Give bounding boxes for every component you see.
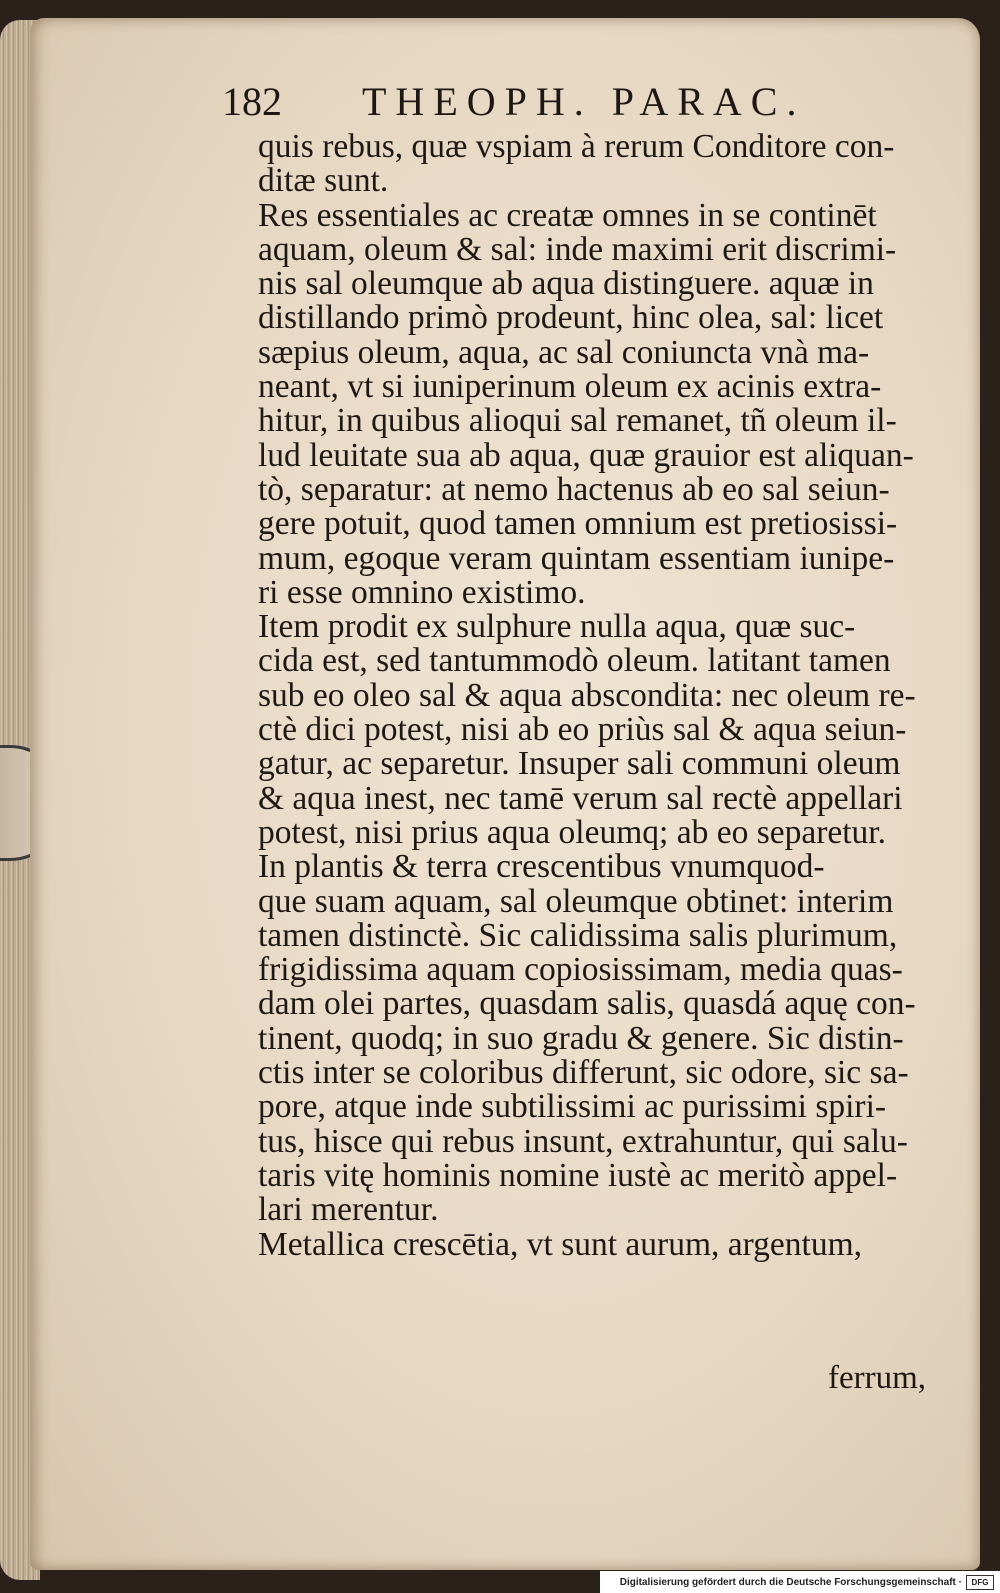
text-line: ctis inter se coloribus differunt, sic odore, sic sa- [258, 1054, 909, 1092]
text-line: hitur, in quibus alioqui sal remanet, tñ oleum il- [258, 402, 897, 440]
text-line: lari merentur. [258, 1191, 439, 1229]
catchword: ferrum, [828, 1360, 927, 1396]
text-line: neant, vt si iuniperinum oleum ex acinis extra- [258, 368, 882, 406]
text-line: potest, nisi prius aqua oleumq; ab eo separetur. [258, 813, 886, 851]
text-line: ditæ sunt. [258, 162, 389, 200]
book-page [30, 18, 980, 1570]
text-line: distillando primò prodeunt, hinc olea, sal: licet [258, 299, 884, 337]
text-line: dam olei partes, quasdam salis, quasdá aquę con- [258, 985, 916, 1023]
text-line: sub eo oleo sal & aqua abscondita: nec oleum re- [258, 676, 916, 714]
text-line: lud leuitate sua ab aqua, quæ grauior est aliquan- [258, 436, 914, 474]
text-line: mum, egoque veram quintam essentiam iunipe- [258, 539, 895, 577]
text-line: Metallica crescētia, vt sunt aurum, argentum, [258, 1225, 863, 1263]
digitization-credit-bar [600, 1571, 1000, 1593]
text-line: taris vitę hominis nomine iustè ac meritò appel- [258, 1156, 898, 1194]
text-line: Item prodit ex sulphure nulla aqua, quæ suc- [258, 608, 856, 646]
text-line: ctè dici potest, nisi ab eo priùs sal & aqua seiun- [258, 711, 907, 749]
text-line: aquam, oleum & sal: inde maximi erit discrimi- [258, 230, 897, 268]
text-line: gatur, ac separetur. Insuper sali communi oleum [258, 745, 901, 783]
body-text [258, 130, 948, 1262]
text-line: & aqua inest, nec tamē verum sal rectè appellari [258, 779, 903, 817]
text-line: tus, hisce qui rebus insunt, extrahuntur, qui salu- [258, 1122, 908, 1160]
text-line: tinent, quodq; in suo gradu & genere. Sic distin- [258, 1019, 904, 1057]
page-number: 182 [222, 79, 282, 124]
text-line: In plantis & terra crescentibus vnumquod- [258, 848, 825, 886]
text-line: tamen distinctè. Sic calidissima salis plurimum, [258, 916, 898, 954]
text-line: frigidissima aquam copiosissimam, media quas- [258, 951, 903, 989]
page-header [222, 78, 862, 128]
running-head: THEOPH. PARAC. [362, 79, 806, 124]
text-line: cida est, sed tantummodò oleum. latitant tamen [258, 642, 891, 680]
text-line: nis sal oleumque ab aqua distinguere. aquæ in [258, 265, 874, 303]
text-line: sæpius oleum, aqua, ac sal coniuncta vnà ma- [258, 333, 870, 371]
text-line: que suam aquam, sal oleumque obtinet: interim [258, 882, 894, 920]
digitization-credit: Digitalisierung gefördert durch die Deutsche Forschungsgemeinschaft · [619, 1576, 962, 1588]
text-line: gere potuit, quod tamen omnium est pretiosissi- [258, 505, 898, 543]
text-line: Res essentiales ac creatæ omnes in se continēt [258, 196, 877, 234]
text-line: ri esse omnino existimo. [258, 573, 586, 611]
text-line: pore, atque inde subtilissimi ac purissimi spiri- [258, 1088, 887, 1126]
text-line: tò, separatur: at nemo hactenus ab eo sal seiun- [258, 470, 890, 508]
text-line: quis rebus, quæ vspiam à rerum Conditore con- [258, 128, 895, 165]
dfg-logo-icon: DFG [966, 1575, 994, 1590]
